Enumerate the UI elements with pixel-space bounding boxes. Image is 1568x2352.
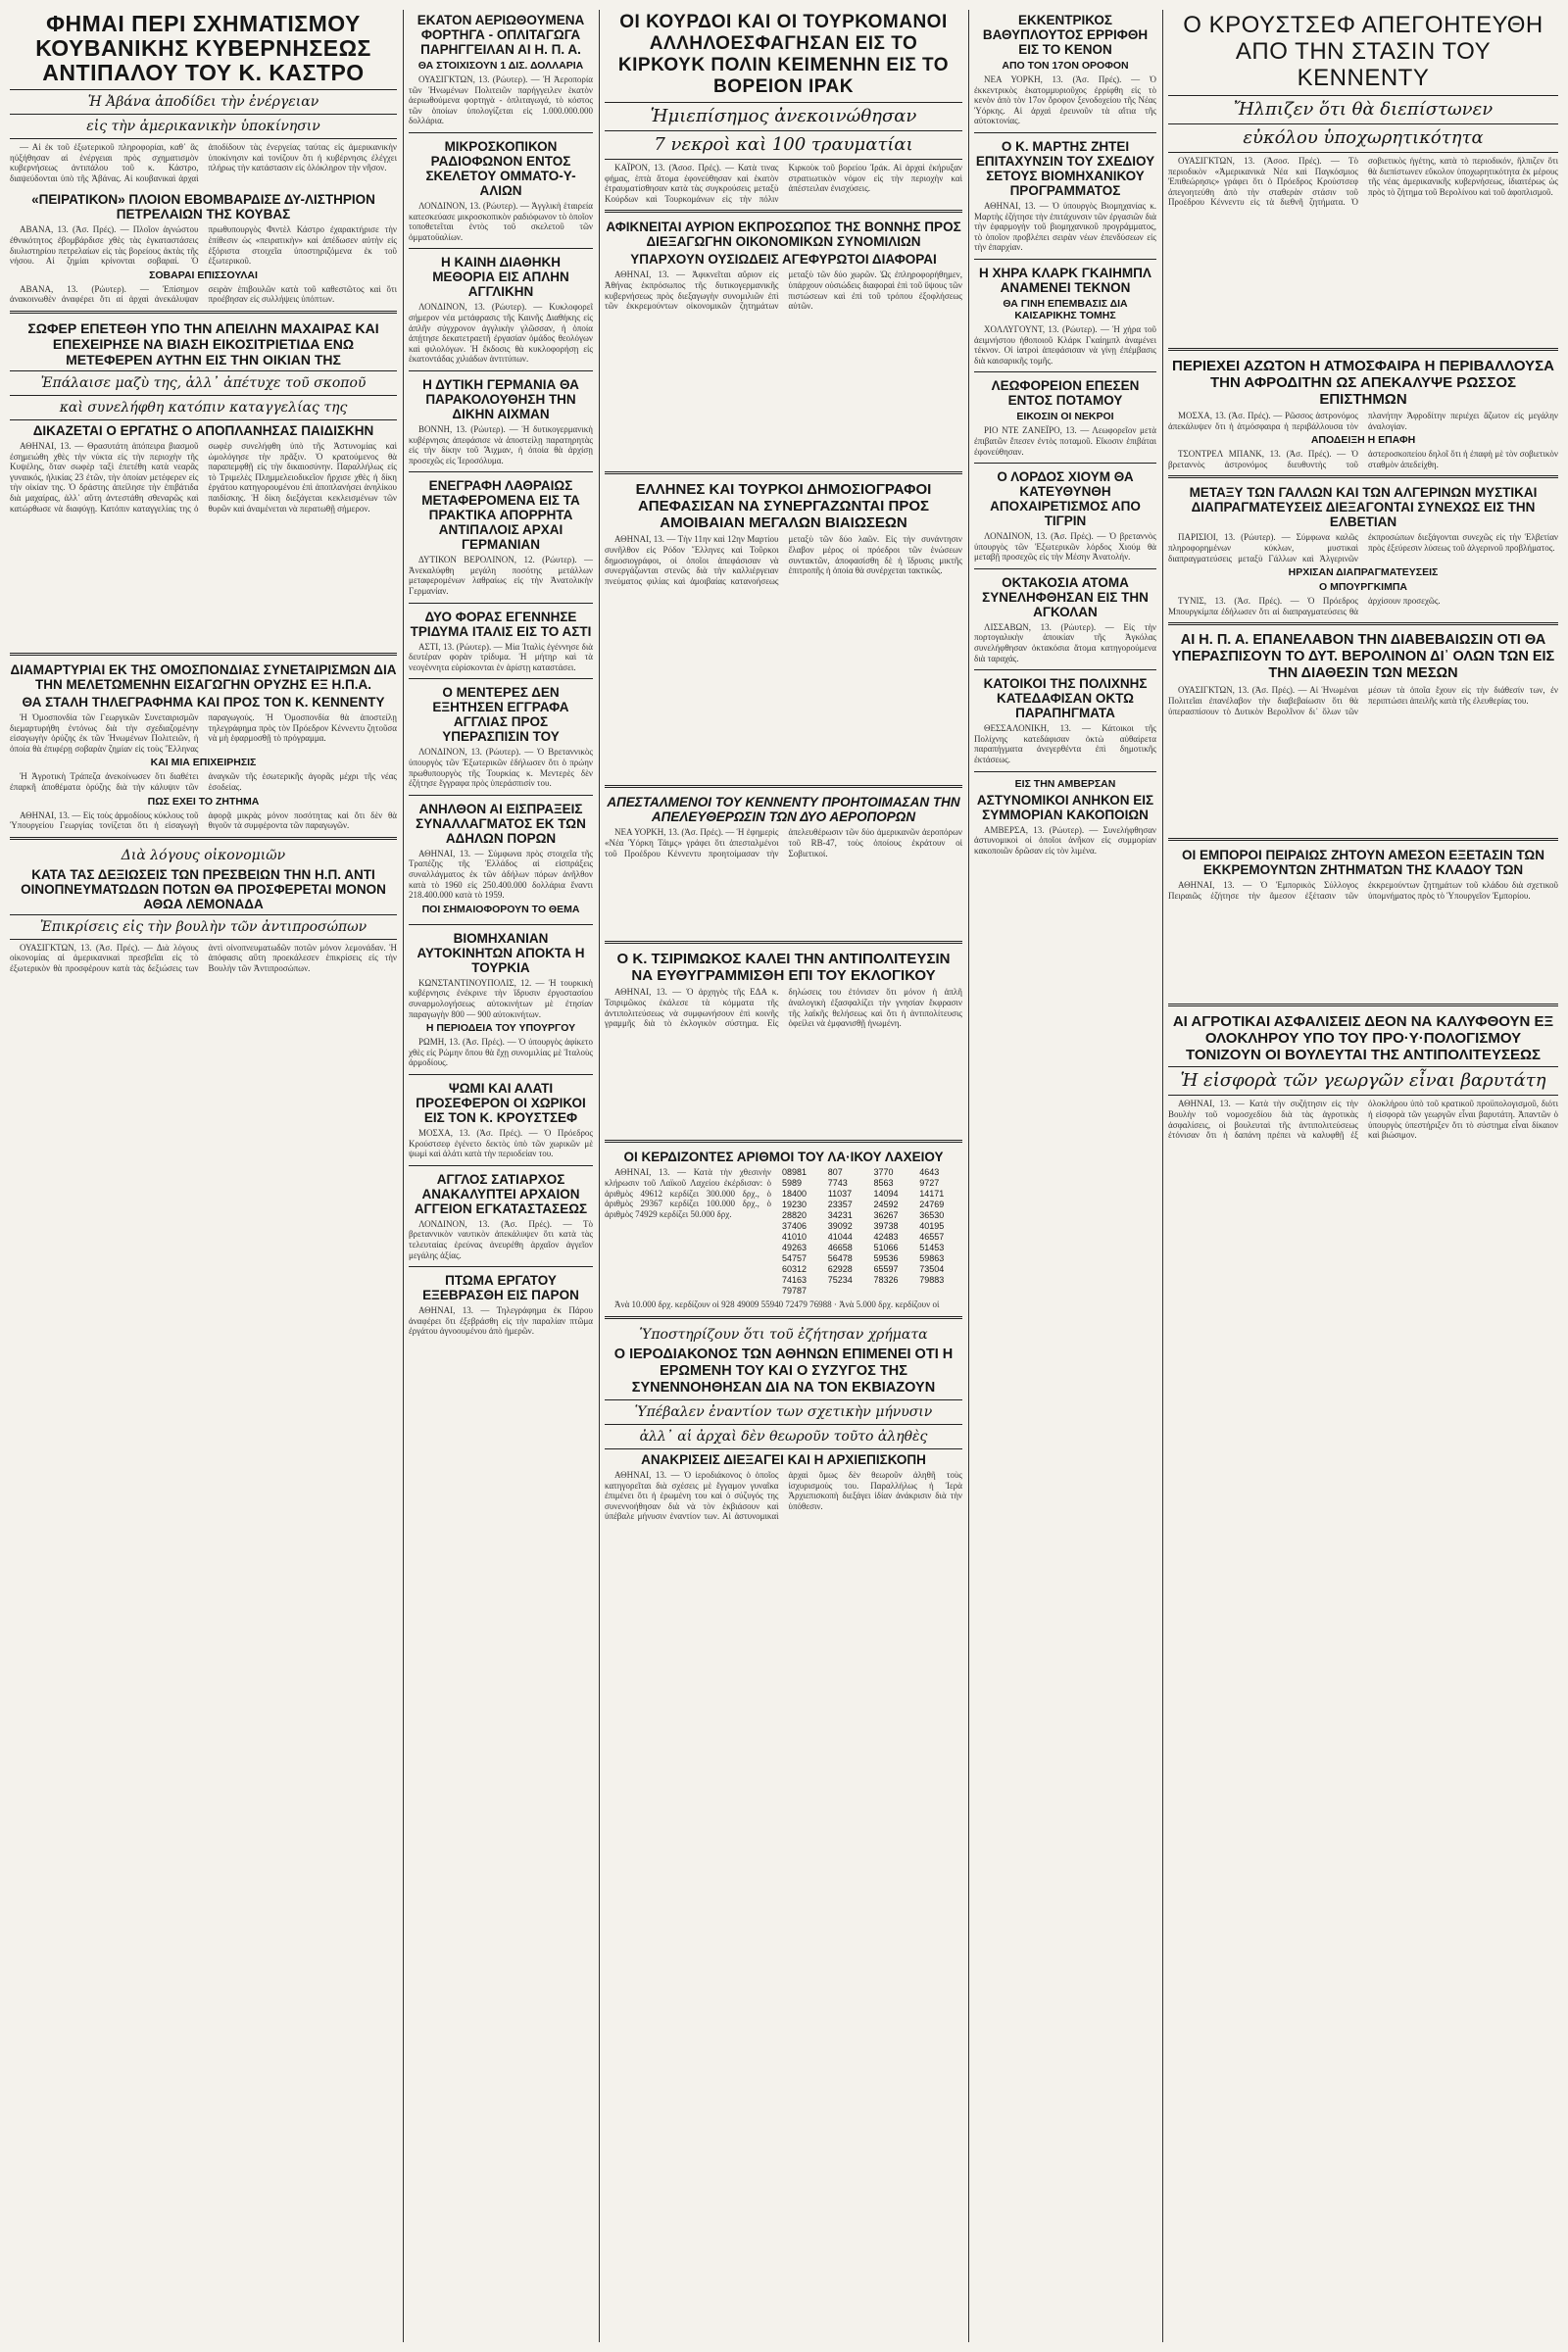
column-divider xyxy=(403,10,404,2342)
article-body: ΑΒΑΝΑ, 13. (Ἀσ. Πρές). — Πλοῖον ἀγνώστου ἐθνικότητος ἐβομβάρδισε χθὲς τὰς ἐγκαταστάσεις διυλιστηρίου πετρελαίων εἰς τὰς βορείους ἀκτὰς τῆς νήσου. Αἱ ζημίαι κρίνονται σοβαραί. Ὁ πρωθυπουργὸς Φιντὲλ Κάστρο ἐχαρακτήρισε τὴν ἐπίθεσιν ὡς «πειρατικὴν» καὶ ἀπέδωσεν αὐτὴν εἰς ἐξόριστα στοιχεῖα ὑποστηριζόμενα ἐκ τοῦ ἐξωτερικοῦ. xyxy=(10,224,397,267)
headline: ΕΝΕΓΡΑΦΗ ΛΑΘΡΑΙΩΣ ΜΕΤΑΦΕΡΟΜΕΝΑ ΕΙΣ ΤΑ ΠΡΑΚΤΙΚΑ ΑΠΟΡΡΗΤΑ ΑΝΤΙΠΑΛΟΙΣ ΑΡΧΑΙ ΓΕΡΜΑΝΙΑΝ xyxy=(421,478,580,553)
lottery-number: 79883 xyxy=(919,1275,945,1286)
headline: «ΠΕΙΡΑΤΙΚΟΝ» ΠΛΟΙΟΝ ΕΒΟΜΒΑΡΔΙΣΕ ΔΥ-ΛΙΣΤΗΡΙΟΝ ΠΕΤΡΕΛΑΙΩΝ ΤΗΣ ΚΟΥΒΑΣ xyxy=(31,192,375,222)
article-kennedy-envoys xyxy=(605,792,962,935)
lottery-number: 46557 xyxy=(919,1232,945,1243)
lottery-number xyxy=(825,1286,871,1297)
section-title: ΠΩΣ ΕΧΕΙ ΤΟ ΖΗΤΗΜΑ xyxy=(147,795,260,808)
headline: ΜΕΤΑΞΥ ΤΩΝ ΓΑΛΛΩΝ ΚΑΙ ΤΩΝ ΑΛΓΕΡΙΝΩΝ ΜΥΣΤΙΚΑΙ ΔΙΑΠΡΑΓΜΑΤΕΥΣΕΙΣ ΔΙΕΞΑΓΟΝΤΑΙ ΣΥΝΕΧΩΣ ΕΙΣ ΤΗΝ ΕΛΒΕΤΙΑΝ xyxy=(1189,485,1538,530)
lottery-number: 24592 xyxy=(873,1200,899,1210)
article-gable-widow xyxy=(974,263,1156,366)
column-divider xyxy=(968,10,969,2342)
article-tsirimokos xyxy=(605,948,962,1134)
article-body: ΤΥΝΙΣ, 13. (Ἀσ. Πρές). — Ὁ Πρόεδρος Μπουργκίμπα ἐδήλωσεν ὅτι αἱ διαπραγματεύσεις θὰ ἀρχίσουν προσεχῶς. xyxy=(1168,596,1441,616)
lottery-number: 36530 xyxy=(919,1210,945,1221)
article-body: ΠΑΡΙΣΙΟΙ, 13. (Ρώυτερ). — Σύμφωνα καλῶς πληροφορημένων κύκλων, μυστικαὶ διαπραγματεύσεις μεταξὺ Γάλλων καὶ Ἀλγερινῶν ἐκπροσώπων διεξάγονται συνεχῶς εἰς τὴν Ἑλβετίαν πρὸς ἐξεύρεσιν λύσεως τοῦ ἀλγερινοῦ προβλήματος. xyxy=(1168,532,1558,564)
headline: ΕΚΚΕΝΤΡΙΚΟΣ ΒΑΘΥΠΛΟΥΤΟΣ ΕΡΡΙΦΘΗ ΕΙΣ ΤΟ ΚΕΝΟΝ xyxy=(982,13,1149,57)
lottery-note: Ἀνὰ 10.000 δρχ. κερδίζουν οἱ 928 49009 55940 72479 76988 · Ἀνὰ 5.000 δρχ. κερδίζουν οἱ xyxy=(614,1299,940,1310)
subheadline: εὐκόλου ὑποχωρητικότητα xyxy=(1243,127,1484,148)
lottery-number: 8563 xyxy=(873,1178,894,1189)
article-piraeus-merchants xyxy=(1168,845,1558,998)
article-antwerp xyxy=(974,775,1156,857)
lottery-number: 59536 xyxy=(873,1253,899,1264)
subheadline: Ἐπάλαισε μαζὺ της, ἀλλ᾽ ἀπέτυχε τοῦ σκοποῦ xyxy=(40,374,367,391)
lottery-row xyxy=(779,1232,962,1243)
article-body: ΑΘΗΝΑΙ, 13. — Τὴν 11ην καὶ 12ην Μαρτίου συνῆλθον εἰς Ρόδον Ἕλληνες καὶ Τοῦρκοι δημοσιογράφοι, οἱ ὁποῖοι ἀπεφάσισαν νὰ συνεργάζωνται στενῶς διὰ τὴν καλλιέργειαν πνεύματος φιλίας καὶ ἀμοιβαίας κατανοήσεως μεταξὺ τῶν δύο λαῶν. Εἰς τὴν συνάντησιν ἔλαβον μέρος οἱ πρόεδροι τῶν ἑνώσεων συντακτῶν, ἀποφασίσθη δὲ ἡ ἵδρυσις μικτῆς ἐπιτροπῆς ἡ ὁποία θὰ συνέρχεται τακτικῶς. xyxy=(605,534,962,586)
article-bread-salt xyxy=(409,1078,593,1159)
section-title: ΑΠΟΔΕΙΞΗ Η ΕΠΑΦΗ xyxy=(1310,434,1416,447)
article-body: ΑΘΗΝΑΙ, 13. — Θρασυτάτη ἀπόπειρα βιασμοῦ ἐσημειώθη χθὲς τὴν νύκτα εἰς τὴν περιοχὴν τῆς Κυψέλης, ὅταν σωφὲρ ταξὶ ἐπετέθη κατὰ νεαρᾶς γυναικός, ἡλικίας 23 ἐτῶν, τὴν ὁποίαν μετέφερεν εἰς τὴν οἰκίαν της. Ὁ δράστης ἀπείλησε τὴν ἐπιβάτιδα διὰ μαχαίρας, ἀλλ᾽ αὕτη ἀντεστάθη σθεναρῶς καὶ κατώρθωσε νὰ διαφύγῃ. Κατόπιν καταγγελίας της ὁ σωφὲρ συνελήφθη ὑπὸ τῆς Ἀστυνομίας καὶ ὡμολόγησε τὴν πρᾶξιν. Ὁ κρατούμενος θὰ παραπεμφθῇ εἰς τὴν δικαιοσύνην. Παραλλήλως εἰς τὸ Τριμελὲς Πλημμελειοδικεῖον ἤρχισε χθὲς ἡ δίκη ἐργάτου κατηγορουμένου ἐπὶ ἀποπλανήσει ἀνηλίκου παιδίσκης. Ἡ δίκη διεξάγεται κεκλεισμένων τῶν θυρῶν καὶ ἀναμένεται νὰ περατωθῇ σήμερον. xyxy=(10,440,397,514)
lottery-number: 40195 xyxy=(919,1221,945,1232)
column-6 xyxy=(1168,10,1558,2342)
headline: Ο Κ. ΤΣΙΡΙΜΩΚΟΣ ΚΑΛΕΙ ΤΗΝ ΑΝΤΙΠΟΛΙΤΕΥΣΙΝ ΝΑ ΕΥΘΥΓΡΑΜΜΙΣΘΗ ΕΠΙ ΤΟΥ ΕΚΛΟΓΙΚΟΥ xyxy=(616,951,951,985)
article-body: ΑΘΗΝΑΙ, 13. — Εἰς τοὺς ἁρμοδίους κύκλους τοῦ Ὑπουργείου Γεωργίας τονίζεται ὅτι ἡ εἰσαγωγὴ ἀφορᾷ μικρὰς μόνον ποσότητας καὶ ὅτι δὲν θὰ θιγοῦν τὰ συμφέροντα τῶν παραγωγῶν. xyxy=(10,809,397,831)
article-body: ΑΘΗΝΑΙ, 13. — Ὁ ἀρχηγὸς τῆς ΕΔΑ κ. Τσιριμῶκος ἐκάλεσε τὰ κόμματα τῆς ἀντιπολιτεύσεως νὰ συμφωνήσουν ἐπὶ κοινῆς γραμμῆς διὰ τὸ ἐκλογικὸν σύστημα. Εἰς δηλώσεις του ἐτόνισεν ὅτι μόνον ἡ ἁπλῆ ἀναλογικὴ ἐξασφαλίζει τὴν γνησίαν ἔκφρασιν τῆς λαϊκῆς θελήσεως καὶ ὅτι ἡ ἀντιπολίτευσις ὀφείλει νὰ ἐμφανισθῇ ἡνωμένη. xyxy=(605,987,962,1029)
lottery-number: 14094 xyxy=(873,1189,899,1200)
lottery-number: 14171 xyxy=(919,1189,945,1200)
subheadline: ΕΙΚΟΣΙΝ ΟΙ ΝΕΚΡΟΙ xyxy=(1016,411,1114,423)
article-body: ΑΘΗΝΑΙ, 13. — Ὁ ὑπουργὸς Βιομηχανίας κ. Μαρτὴς ἐζήτησε τὴν ἐπιτάχυνσιν τῶν ἐργασιῶν διὰ τὴν ἐφαρμογὴν τοῦ βιομηχανικοῦ προγράμματος, τὸ ὁποῖον προβλέπει σειρὰν νέων ἐπενδύσεων εἰς τὴν ἐπαρχίαν. xyxy=(974,200,1156,253)
subheadline: ἀλλ᾽ αἱ ἀρχαὶ δὲν θεωροῦν τοῦτο ἀληθὲς xyxy=(639,1428,928,1445)
lottery-row xyxy=(779,1275,962,1286)
article-body: ΑΘΗΝΑΙ, 13. — Κατὰ τὴν χθεσινὴν κλήρωσιν τοῦ Λαϊκοῦ Λαχείου ἐκέρδισαν: ὁ ἀριθμὸς 49612 κερδίζει 300.000 δρχ., ὁ ἀριθμὸς 29367 κερδίζει 100.000 δρχ., ὁ ἀριθμὸς 74929 κερδίζει 50.000 δρχ. xyxy=(605,1167,771,1219)
lottery-row xyxy=(779,1286,962,1297)
article-worker-body xyxy=(409,1270,593,1337)
article-venus xyxy=(1168,355,1558,469)
article-body: ΡΙΟ ΝΤΕ ΖΑΝΕΪΡΟ, 13. — Λεωφορεῖον μετὰ ἐπιβατῶν ἔπεσεν ἐντὸς ποταμοῦ. Εἴκοσιν ἐπιβάται ἐφονεύθησαν. xyxy=(974,425,1156,457)
lottery-number: 3770 xyxy=(873,1167,894,1178)
headline: ΕΛΛΗΝΕΣ ΚΑΙ ΤΟΥΡΚΟΙ ΔΗΜΟΣΙΟΓΡΑΦΟΙ ΑΠΕΦΑΣΙΣΑΝ ΝΑ ΣΥΝΕΡΓΑΖΩΝΤΑΙ ΠΡΟΣ ΑΜΟΙΒΑΙΑΝ ΜΕΓΑΛΩΝ ΒΙΑΙΩΣΕΩΝ xyxy=(635,481,932,532)
headline: ΔΙΚΑΖΕΤΑΙ Ο ΕΡΓΑΤΗΣ Ο ΑΠΟΠΛΑΝΗΣΑΣ ΠΑΙΔΙΣΚΗΝ xyxy=(32,422,374,438)
section-title: ΠΟΙ ΣΗΜΑΙΟΦΟΡΟΥΝ ΤΟ ΘΕΜΑ xyxy=(421,903,580,915)
lottery-row xyxy=(779,1167,962,1178)
lottery-number: 24769 xyxy=(919,1200,945,1210)
subheadline: καὶ συνελήφθη κατόπιν καταγγελίας της xyxy=(59,399,348,416)
lottery-number: 5989 xyxy=(782,1178,803,1189)
headline: ΕΚΑΤΟΝ ΑΕΡΙΩΘΟΥΜΕΝΑ ΦΟΡΤΗΓΑ - ΟΠΛΙΤΑΓΩΓΑ ΠΑΡΗΓΓΕΙΛΑΝ ΑΙ Η. Π. Α. xyxy=(416,13,585,57)
kicker: ΕΙΣ ΤΗΝ ΑΜΒΕΡΣΑΝ xyxy=(1014,777,1116,790)
lottery-number: 37406 xyxy=(782,1221,808,1232)
article-body: ΝΕΑ ΥΟΡΚΗ, 13. (Ἀσ. Πρές). — Ἡ ἐφημερὶς «Νέα Ὑόρκη Τάιμς» γράφει ὅτι ἀπεσταλμένοι τοῦ Προέδρου Κέννεντυ προητοίμασαν τὴν ἀπελευθέρωσιν τῶν δύο ἀμερικανῶν ἀεροπόρων τοῦ RB-47, τοὺς ὁποίους ἐκράτουν οἱ Σοβιετικοί. xyxy=(605,827,962,858)
section-title: Η ΠΕΡΙΟΔΕΙΑ ΤΟΥ ΥΠΟΥΡΓΟΥ xyxy=(425,1022,576,1035)
lottery-row xyxy=(779,1221,962,1232)
lottery-number: 65597 xyxy=(873,1264,899,1275)
lottery-number: 59863 xyxy=(919,1253,945,1264)
column-divider xyxy=(599,10,600,2342)
headline: ΚΑΤΑ ΤΑΣ ΔΕΞΙΩΣΕΙΣ ΤΩΝ ΠΡΕΣΒΕΙΩΝ ΤΗΝ Η.Π. ΑΝΤΙ ΟΙΝΟΠΝΕΥΜΑΤΩΔΩΝ ΠΟΤΩΝ ΘΑ ΠΡΟΣΦΕΡΕΤΑΙ ΜΟΝΟΝ ΑΘΩΑ ΛΕΜΟΝΑΔΑ xyxy=(21,866,386,911)
article-body: ΛΟΝΔΙΝΟΝ, 13. (Ρώυτερ). — Ὁ Βρεταννικὸς ὑπουργὸς τῶν Ἐξωτερικῶν ἐδήλωσεν ὅτι ὁ πρώην πρωθυπουργὸς τῆς Τουρκίας κ. Μεντερὲς δὲν ἐζήτησε ἔγγραφα πρὸς ὑπεράσπισίν του. xyxy=(409,747,593,789)
headline: ΟΙ ΚΕΡΔΙΖΟΝΤΕΣ ΑΡΙΘΜΟΙ ΤΟΥ ΛΑ·ΙΚΟΥ ΛΑΧΕΙΟΥ xyxy=(623,1150,944,1165)
headline: Ο ΛΟΡΔΟΣ ΧΙΟΥΜ ΘΑ ΚΑΤΕΥΘΥΝΘΗ ΑΠΟΧΑΙΡΕΤΙΣΜΟΣ ΑΠΟ ΤΙΓΡΙΝ xyxy=(990,469,1141,529)
article-berlin xyxy=(1168,629,1558,832)
article-bonn-envoy xyxy=(605,217,962,466)
lottery-number: 49263 xyxy=(782,1243,808,1253)
article-body: ΑΘΗΝΑΙ, 13. — Κατὰ τὴν συζήτησιν εἰς τὴν Βουλὴν τοῦ νομοσχεδίου διὰ τὰς ἀγροτικὰς ἀσφαλίσεις, οἱ βουλευταὶ τῆς ἀντιπολιτεύσεως ἐτόνισαν ὅτι ἡ δαπάνη πρέπει νὰ καλυφθῇ ἐξ ὁλοκλήρου ὑπὸ τοῦ κρατικοῦ προϋπολογισμοῦ, διότι ἡ εἰσφορὰ τῶν γεωργῶν εἶναι βαρυτάτη. Ἀπαντῶν ὁ ὑπουργὸς ὑπεστήριξεν ὅτι τὸ σύστημα εἶναι δίκαιον καὶ βιώσιμον. xyxy=(1168,1099,1558,1141)
article-body: ΛΟΝΔΙΝΟΝ, 13. (Ἀσ. Πρές). — Ὁ βρεταννὸς ὑπουργὸς τῶν Ἐξωτερικῶν λόρδος Χιούμ θὰ μεταβῇ προσεχῶς εἰς τὴν Μέσην Ἀνατολήν. xyxy=(974,531,1156,563)
article-body: ΔΥΤΙΚΟΝ ΒΕΡΟΛΙΝΟΝ, 12. (Ρώυτερ). — Ἀνεκαλύφθη μεγάλη ποσότης μετάλλων μεταφερομένων λαθραίως εἰς τὴν Ἀνατολικὴν Γερμανίαν. xyxy=(409,555,593,597)
article-agricultural-insurance xyxy=(1168,1010,1558,1140)
subheadline: Ἡ Ἀβάνα ἀποδίδει τὴν ἐνέργειαν xyxy=(87,94,319,110)
subheadline: ΘΑ ΣΤΟΙΧΙΣΟΥΝ 1 ΔΙΣ. ΔΟΛΛΑΡΙΑ xyxy=(417,60,584,72)
lottery-number: 75234 xyxy=(827,1275,853,1286)
article-foreign-exchange xyxy=(409,799,593,918)
lottery-number: 60312 xyxy=(782,1264,808,1275)
article-body: ΑΘΗΝΑΙ, 13. — Ὁ Ἐμπορικὸς Σύλλογος Πειραιῶς ἐζήτησε τὴν ἄμεσον ἐξέτασιν τῶν ἐκκρεμούντων ζητημάτων τοῦ κλάδου διὰ σχετικοῦ ὑπομνήματος πρὸς τὸ Ὑπουργεῖον Ἐμπορίου. xyxy=(1168,880,1558,901)
article-angola xyxy=(974,572,1156,663)
kicker: Διὰ λόγους οἰκονομιῶν xyxy=(121,847,286,863)
article-rice-protest xyxy=(10,660,397,831)
article-millionaire-fall xyxy=(974,10,1156,126)
article-body: ΑΘΗΝΑΙ, 13. — Τηλεγράφημα ἐκ Πάρου ἀναφέρει ὅτι ἐξεβράσθη εἰς τὴν παραλίαν πτῶμα ἐργάτου ἀγνοουμένου ἀπὸ ἡμερῶν. xyxy=(409,1305,593,1337)
headline: ΑΓΓΛΟΣ ΣΑΤΙΑΡΧΟΣ ΑΝΑΚΑΛΥΠΤΕΙ ΑΡΧΑΙΟΝ ΑΓΓΕΙΟΝ ΕΓΚΑΤΑΣΤΑΣΕΩΣ xyxy=(414,1171,588,1216)
article-body: ΒΟΝΝΗ, 13. (Ρώυτερ). — Ἡ δυτικογερμανικὴ κυβέρνησις ἀπεφάσισε νὰ ἀποστείλῃ παρατηρητὰς εἰς τὴν δίκην τοῦ Ἄιχμαν, ἡ ὁποία θὰ ἀρχίσῃ προσεχῶς εἰς Ἱεροσόλυμα. xyxy=(409,423,593,466)
subheadline: ΑΠΟ ΤΟΝ 17ΟΝ ΟΡΟΦΟΝ xyxy=(1002,60,1129,72)
lottery-number: 51453 xyxy=(919,1243,945,1253)
article-body: ΑΘΗΝΑΙ, 13. — Σύμφωνα πρὸς στοιχεῖα τῆς Τραπέζης τῆς Ἑλλάδος αἱ εἰσπράξεις συναλλάγματος ἐκ τῶν ἀδήλων πόρων ἀνῆλθον κατὰ τὸ 1960 εἰς 250.400.000 δολλάρια ἔναντι 218.400.000 κατὰ τὸ 1959. xyxy=(409,848,593,901)
lottery-number: 18400 xyxy=(782,1189,808,1200)
article-micro-radio xyxy=(409,136,593,242)
article-deacon xyxy=(605,1323,962,1522)
article-body: ΜΟΣΧΑ, 13. (Ἀσ. Πρές). — Ὁ Πρόεδρος Κρούστσεφ ἐγένετο δεκτὸς ὑπὸ τῶν χωρικῶν μὲ ψωμὶ καὶ ἁλάτι κατὰ τὴν περιοδείαν του. xyxy=(409,1127,593,1159)
lottery-row xyxy=(779,1210,962,1221)
headline: ΔΥΟ ΦΟΡΑΣ ΕΓΕΝΝΗΣΕ ΤΡΙΔΥΜΑ ΙΤΑΛΙΣ ΕΙΣ ΤΟ ΑΣΤΙ xyxy=(410,609,592,639)
lottery-number: 79787 xyxy=(782,1286,808,1297)
headline: ΔΙΑΜΑΡΤΥΡΙΑΙ ΕΚ ΤΗΣ ΟΜΟΣΠΟΝΔΙΑΣ ΣΥΝΕΤΑΙΡΙΣΜΩΝ ΔΙΑ ΤΗΝ ΜΕΛΕΤΩΜΕΝΗΝ ΕΙΣΑΓΩΓΗΝ ΟΡΥΖΗΣ ΕΞ Η.Π.Α. xyxy=(10,662,397,692)
lottery-numbers-table xyxy=(779,1167,962,1297)
lottery-number: 11037 xyxy=(827,1189,853,1200)
lottery-number: 7743 xyxy=(827,1178,848,1189)
lottery-number: 73504 xyxy=(919,1264,945,1275)
lottery-number: 08981 xyxy=(782,1167,808,1178)
article-body: ΑΣΤΙ, 13. (Ρώυτερ). — Μία Ἰταλὶς ἐγέννησε διὰ δευτέραν φορὰν τρίδυμα. Ἡ μήτηρ καὶ τὰ νεογέννητα εὑρίσκονται ἐν ἀρίστῃ καταστάσει. xyxy=(409,641,593,672)
article-triplets xyxy=(409,607,593,673)
lottery-number: 36267 xyxy=(873,1210,899,1221)
headline: ΨΩΜΙ ΚΑΙ ΑΛΑΤΙ ΠΡΟΣΕΦΕΡΟΝ ΟΙ ΧΩΡΙΚΟΙ ΕΙΣ ΤΟΝ Κ. ΚΡΟΥΣΤΣΕΦ xyxy=(416,1080,586,1125)
lottery-number: 51066 xyxy=(873,1243,899,1253)
article-journalists xyxy=(605,478,962,779)
article-lottery xyxy=(605,1147,962,1310)
subheadline: Ἡμιεπίσημος ἀνεκοινώθησαν xyxy=(650,106,917,126)
column-divider xyxy=(1162,10,1163,2342)
article-eichmann xyxy=(409,374,593,466)
article-body: ΛΙΣΣΑΒΩΝ, 13. (Ρώυτερ). — Εἰς τὴν πορτογαλικὴν ἀποικίαν τῆς Ἀγκόλας συνελήφθησαν ὀκτακόσια ἄτομα κατηγορούμενα διὰ ταραχάς. xyxy=(974,621,1156,663)
lottery-row xyxy=(779,1264,962,1275)
subheadline: Ἡ εἰσφορὰ τῶν γεωργῶν εἶναι βαρυτάτη xyxy=(1180,1070,1546,1092)
article-body: ΜΟΣΧΑ, 13. (Ἀσ. Πρές). — Ρῶσσος ἀστρονόμος ἀπεκάλυψεν ὅτι ἡ ἀτμόσφαιρα ἡ περιβάλλουσα τὸν πλανήτην Ἀφροδίτην περιέχει ἄζωτον εἰς μεγάλην ἀναλογίαν. xyxy=(1168,411,1558,431)
headline: Ο Κ. ΜΑΡΤΗΣ ΖΗΤΕΙ ΕΠΙΤΑΧΥΝΣΙΝ ΤΟΥ ΣΧΕΔΙΟΥ ΣΕΤΟΥΣ ΒΙΟΜΗΧΑΝΙΚΟΥ ΠΡΟΓΡΑΜΜΑΤΟΣ xyxy=(975,138,1155,198)
article-pirate-ship xyxy=(10,189,397,305)
headline: Ο ΚΡΟΥΣΤΣΕΦ ΑΠΕΓΟΗΤΕΥΘΗ ΑΠΟ ΤΗΝ ΣΤΑΣΙΝ ΤΟΥ ΚΕΝΝΕΝΤΥ xyxy=(1183,12,1544,91)
article-body: — Αἱ ἐκ τοῦ ἐξωτερικοῦ πληροφορίαι, καθ᾽ ἃς ηὐξήθησαν αἱ ἐνέργειαι πρὸς σχηματισμὸν κυβερνήσεως ἀντιπάλου τοῦ κ. Κάστρο, διαψεύδονται ὑπὸ τῆς Ἀβάνας. Αἱ κουβανικαὶ ἀρχαὶ ἀποδίδουν τὰς ἐνεργείας ταύτας εἰς ἀμερικανικὴν ὑποκίνησιν καὶ τονίζουν ὅτι ἡ κυβέρνησις ἐλέγχει πλήρως τὴν κατάστασιν εἰς ὁλόκληρον τὴν νῆσον. xyxy=(10,142,397,183)
headline: Η ΧΗΡΑ ΚΛΑΡΚ ΓΚΑΙΗΜΠΛ ΑΝΑΜΕΝΕΙ ΤΕΚΝΟΝ xyxy=(979,265,1152,295)
article-lemonade xyxy=(10,844,397,974)
column-3-4 xyxy=(605,10,962,2342)
headline: ΟΚΤΑΚΟΣΙΑ ΑΤΟΜΑ ΣΥΝΕΛΗΦΘΗΣΑΝ ΕΙΣ ΤΗΝ ΑΓΚΟΛΑΝ xyxy=(982,574,1149,619)
headline: ΟΙ ΚΟΥΡΔΟΙ ΚΑΙ ΟΙ ΤΟΥΡΚΟΜΑΝΟΙ ΑΛΛΗΛΟΕΣΦΑΓΗΣΑΝ ΕΙΣ ΤΟ ΚΙΡΚΟΥΚ ΠΟΛΙΝ ΚΕΙΜΕΝΗΝ ΕΙΣ ΤΟ ΒΟΡΕΙΟΝ ΙΡΑΚ xyxy=(617,12,950,97)
lottery-number: 46658 xyxy=(827,1243,853,1253)
headline: ΚΑΤΟΙΚΟΙ ΤΗΣ ΠΟΛΙΧΝΗΣ ΚΑΤΕΔΑΦΙΣΑΝ ΟΚΤΩ ΠΑΡΑΠΗΓΜΑΤΑ xyxy=(983,676,1148,721)
article-bus-river xyxy=(974,375,1156,457)
subheadline: εἰς τὴν ἀμερικανικὴν ὑποκίνησιν xyxy=(86,119,320,134)
lottery-number: 34231 xyxy=(827,1210,853,1221)
section-title: ΣΟΒΑΡΑΙ ΕΠΙΣΣΟΥΛΑΙ xyxy=(149,269,258,281)
article-castro-rumors xyxy=(10,10,397,183)
article-body: ΚΩΝΣΤΑΝΤΙΝΟΥΠΟΛΙΣ, 12. — Ἡ τουρκικὴ κυβέρνησις ἐνέκρινε τὴν ἵδρυσιν ἐργοστασίου συναρμολογήσεως αὐτοκινήτων μὲ ἐτησίαν παραγωγὴν 800 — 900 αὐτοκινήτων. xyxy=(409,977,593,1019)
lottery-row xyxy=(779,1253,962,1264)
article-turkey-cars xyxy=(409,928,593,1068)
lottery-number xyxy=(916,1286,962,1297)
article-smuggled-metals xyxy=(409,475,593,596)
lottery-number: 39738 xyxy=(873,1221,899,1232)
headline: ΘΑ ΣΤΑΛΗ ΤΗΛΕΓΡΑΦΗΜΑ ΚΑΙ ΠΡΟΣ ΤΟΝ Κ. ΚΕΝΝΕΝΤΥ xyxy=(22,694,385,710)
article-ancient-vessel xyxy=(409,1169,593,1260)
subheadline: Ἐπικρίσεις εἰς τὴν βουλὴν τῶν ἀντιπροσώπων xyxy=(39,918,368,935)
article-body: ΝΕΑ ΥΟΡΚΗ, 13. (Ἀσ. Πρές). — Ὁ ἐκκεντρικὸς ἑκατομμυριοῦχος ἐρρίφθη εἰς τὸ κενὸν ἀπὸ τὸν 17ον ὄροφον ξενοδοχείου τῆς Νέας Ὑόρκης. Αἱ ἀρχαὶ ἐρευνοῦν τὰ αἴτια τῆς αὐτοκτονίας. xyxy=(974,74,1156,126)
article-body: ΚΑΪΡΟΝ, 13. (Ἀσοσ. Πρές). — Κατὰ τινας φήμας, ἑπτὰ ἄτομα ἐφονεύθησαν καὶ ἑκατὸν ἐτραυματίσθησαν κατὰ τὰς συγκρούσεις μεταξὺ Κούρδων καὶ Τουρκομάνων εἰς τὴν πόλιν Κιρκοὺκ τοῦ βορείου Ἰράκ. Αἱ ἀρχαὶ ἐκήρυξαν στρατιωτικὸν νόμον εἰς τὴν περιοχὴν καὶ ἀπέστειλαν ἐνισχύσεις. xyxy=(605,163,962,204)
subheadline: Ὑπέβαλεν ἐναντίον των σχετικὴν μήνυσιν xyxy=(634,1403,933,1420)
headline: Ο ΙΕΡΟΔΙΑΚΟΝΟΣ ΤΩΝ ΑΘΗΝΩΝ ΕΠΙΜΕΝΕΙ ΟΤΙ Η ΕΡΩΜΕΝΗ ΤΟΥ ΚΑΙ Ο ΣΥΖΥΓΟΣ ΤΗΣ ΣΥΝΕΝΝΟΗΘΗΣΑΝ ΔΙΑ ΝΑ ΤΟΝ ΕΚΒΙΑΖΟΥΝ xyxy=(613,1346,954,1396)
article-new-testament xyxy=(409,252,593,365)
section-title: Ο ΜΠΟΥΡΓΚΙΜΠΑ xyxy=(1318,581,1408,594)
newspaper-page xyxy=(10,10,1558,2342)
headline: Η ΚΑΙΝΗ ΔΙΑΘΗΚΗ ΜΕΘΟΡΙΑ ΕΙΣ ΑΠΛΗΝ ΑΓΓΛΙΚΗΝ xyxy=(432,255,569,300)
headline: ΠΤΩΜΑ ΕΡΓΑΤΟΥ ΕΞΕΒΡΑΣΘΗ ΕΙΣ ΠΑΡΟΝ xyxy=(422,1273,579,1303)
lottery-number: 62928 xyxy=(827,1264,853,1275)
headline: ΛΕΩΦΟΡΕΙΟΝ ΕΠΕΣΕΝ ΕΝΤΟΣ ΠΟΤΑΜΟΥ xyxy=(991,378,1140,409)
lottery-row xyxy=(779,1200,962,1210)
section-title: ΗΡΧΙΣΑΝ ΔΙΑΠΡΑΓΜΑΤΕΥΣΕΙΣ xyxy=(1288,566,1439,579)
column-1 xyxy=(10,10,397,2342)
kicker: Ὑποστηρίζουν ὅτι τοῦ ἐζήτησαν χρήματα xyxy=(639,1326,928,1343)
lottery-number: 41010 xyxy=(782,1232,808,1243)
article-body: ΛΟΝΔΙΝΟΝ, 13. (Ἀσ. Πρές). — Τὸ βρεταννικὸν ναυτικὸν ἀπεκάλυψεν ὅτι κατὰ τὰς τελευταίας ἐρεύνας ἀνευρέθη ἀρχαῖον ἀγγεῖον μεγάλης ἀξίας. xyxy=(409,1218,593,1260)
lottery-number: 4643 xyxy=(919,1167,940,1178)
headline: ΑΠΕΣΤΑΛΜΕΝΟΙ ΤΟΥ ΚΕΝΝΕΝΤΥ ΠΡΟΗΤΟΙΜΑΣΑΝ ΤΗΝ ΑΠΕΛΕΥΘΕΡΩΣΙΝ ΤΩΝ ΔΥΟ ΑΕΡΟΠΟΡΩΝ xyxy=(607,795,960,825)
article-body: ΘΕΣΣΑΛΟΝΙΚΗ, 13. — Κάτοικοι τῆς Πολίχνης κατεδάφισαν ὀκτὼ αὐθαίρετα παραπήγματα ἀνεγερθέντα ἐπὶ δημοτικῆς ἐκτάσεως. xyxy=(974,723,1156,765)
column-2 xyxy=(409,10,593,2342)
article-body: ΑΘΗΝΑΙ, 13. — Ὁ ἱεροδιάκονος ὁ ὁποῖος κατηγορεῖται διὰ σχέσεις μὲ ἔγγαμον γυναῖκα ἐπιμένει ὅτι ἡ ἐρωμένη του καὶ ὁ σύζυγός της συνεννοήθησαν διὰ νὰ τὸν ἐκβιάσουν καὶ ὑπέβαλε μήνυσιν ἐναντίον των. Αἱ ἀστυνομικαὶ ἀρχαὶ ὅμως δὲν θεωροῦν ἀληθῆ τοὺς ἰσχυρισμοὺς του. Παραλλήλως ἡ Ἱερὰ Ἀρχιεπισκοπὴ διεξάγει ἰδίαν ἀνάκρισιν διὰ τὴν ὑπόθεσιν. xyxy=(605,1469,962,1522)
headline: ΑΙ Η. Π. Α. ΕΠΑΝΕΛΑΒΟΝ ΤΗΝ ΔΙΑΒΕΒΑΙΩΣΙΝ ΟΤΙ ΘΑ ΥΠΕΡΑΣΠΙΣΟΥΝ ΤΟ ΔΥΤ. ΒΕΡΟΛΙΝΟΝ ΔΙ᾽ ΟΛΩΝ ΤΩΝ ΕΙΣ ΤΗΝ ΔΙΑΘΕΣΙΝ ΤΩΝ ΜΕΣΩΝ xyxy=(1171,632,1555,682)
lottery-number: 78326 xyxy=(873,1275,899,1286)
lottery-row xyxy=(779,1178,962,1189)
article-body: ΑΒΑΝΑ, 13. (Ρώυτερ). — Ἐπίσημον ἀνακοινωθὲν ἀναφέρει ὅτι αἱ ἀρχαὶ ἀνεκάλυψαν σειρὰν ἐπιβουλῶν κατὰ τοῦ καθεστῶτος καὶ ὅτι προέβησαν εἰς συλλήψεις ὑπόπτων. xyxy=(10,283,397,305)
article-body: ΛΟΝΔΙΝΟΝ, 13. (Ρώυτερ). — Ἀγγλικὴ ἑταιρεία κατεσκεύασε μικροσκοπικὸν ραδιόφωνον τὸ ὁποῖον τοποθετεῖται ἐντὸς τοῦ σκελετοῦ τῶν ὀμματοϋαλίων. xyxy=(409,200,593,242)
headline: ΑΝΑΚΡΙΣΕΙΣ ΔΙΕΞΑΓΕΙ ΚΑΙ Η ΑΡΧΙΕΠΙΣΚΟΠΗ xyxy=(641,1451,926,1467)
article-cargo-planes xyxy=(409,10,593,126)
article-body: ΡΩΜΗ, 13. (Ἀσ. Πρές). — Ὁ ὑπουργὸς ἀφίκετο χθὲς εἰς Ρώμην ὅπου θὰ ἔχῃ συνομιλίας μὲ Ἰταλοὺς ἀρμοδίους. xyxy=(409,1037,593,1068)
lottery-number: 41044 xyxy=(827,1232,853,1243)
article-kirkuk xyxy=(605,10,962,204)
headline: ΒΙΟΜΗΧΑΝΙΑΝ ΑΥΤΟΚΙΝΗΤΩΝ ΑΠΟΚΤΑ Η ΤΟΥΡΚΙΑ xyxy=(416,930,585,975)
lottery-number: 74163 xyxy=(782,1275,808,1286)
headline: ΦΗΜΑΙ ΠΕΡΙ ΣΧΗΜΑΤΙΣΜΟΥ ΚΟΥΒΑΝΙΚΗΣ ΚΥΒΕΡΝΗΣΕΩΣ ΑΝΤΙΠΑΛΟΥ ΤΟΥ Κ. ΚΑΣΤΡΟ xyxy=(35,11,371,85)
lottery-number xyxy=(871,1286,917,1297)
headline: ΑΣΤΥΝΟΜΙΚΟΙ ΑΝΗΚΟΝ ΕΙΣ ΣΥΜΜΟΡΙΑΝ ΚΑΚΟΠΟΙΩΝ xyxy=(976,792,1154,822)
headline: ΑΦΙΚΝΕΙΤΑΙ ΑΥΡΙΟΝ ΕΚΠΡΟΣΩΠΟΣ ΤΗΣ ΒΟΝΝΗΣ ΠΡΟΣ ΔΙΕΞΑΓΩΓΗΝ ΟΙΚΟΝΟΜΙΚΩΝ ΣΥΝΟΜΙΛΙΩΝ xyxy=(606,220,961,250)
article-body: Ἡ Ἀγροτικὴ Τράπεζα ἀνεκοίνωσεν ὅτι διαθέτει ἐπαρκῆ ἀποθέματα ὀρύζης διὰ τὴν κάλυψιν τῶν ἀναγκῶν τῆς ἐσωτερικῆς ἀγορᾶς μέχρι τῆς νέας ἐσοδείας. xyxy=(10,771,397,792)
lottery-row xyxy=(779,1189,962,1200)
lottery-number: 39092 xyxy=(827,1221,853,1232)
article-algeria xyxy=(1168,482,1558,616)
headline: ΑΝΗΛΘΟΝ ΑΙ ΕΙΣΠΡΑΞΕΙΣ ΣΥΝΑΛΛΑΓΜΑΤΟΣ ΕΚ ΤΩΝ ΑΔΗΛΩΝ ΠΟΡΩΝ xyxy=(416,801,586,846)
headline: ΠΕΡΙΕΧΕΙ ΑΖΩΤΟΝ Η ΑΤΜΟΣΦΑΙΡΑ Η ΠΕΡΙΒΑΛΛΟΥΣΑ ΤΗΝ ΑΦΡΟΔΙΤΗΝ ΩΣ ΑΠΕΚΑΛΥΨΕ ΡΩΣΣΟΣ ΕΠΙΣΤΗΜΩΝ xyxy=(1172,358,1554,408)
article-khrushchev xyxy=(1168,10,1558,342)
article-body: ΟΥΑΣΙΓΚΤΩΝ, 13. (Ἀσ. Πρές). — Διὰ λόγους οἰκονομίας αἱ ἀμερικανικαὶ πρεσβεῖαι εἰς τὸ ἐξωτερικὸν θὰ προσφέρουν κατὰ τὰς δεξιώσεις των ἀντὶ οἰνοπνευματωδῶν ποτῶν μόνον λεμονάδαν. Ἡ ἀπόφασις αὕτη προεκάλεσεν ἐπικρίσεις εἰς τὴν Βουλὴν τῶν Ἀντιπροσώπων. xyxy=(10,942,397,973)
article-body: ΟΥΑΣΙΓΚΤΩΝ, 13. (Ἀσοσ. Πρές). — Τὸ περιοδικὸν «Ἀμερικανικὰ Νέα καὶ Παγκόσμιος Ἐπιθεώρησις» γράφει ὅτι ὁ Πρόεδρος Κρούστσεφ ἀπεγοητεύθη ἀπὸ τὴν σταθερὰν στάσιν τοῦ Προέδρου Κέννεντυ εἰς τὰ διεθνῆ ζητήματα. Ὁ σοβιετικὸς ἡγέτης, κατὰ τὸ περιοδικόν, ἤλπιζεν ὅτι θὰ διεπίστωνεν εὔκολον ὑποχωρητικότητα ἐκ μέρους τῆς νέας ἀμερικανικῆς κυβερνήσεως, ἰδιαιτέρως ὡς πρὸς τὸ ζήτημα τοῦ Βερολίνου καὶ τοῦ ἀφοπλισμοῦ. xyxy=(1168,156,1558,208)
lottery-number: 28820 xyxy=(782,1210,808,1221)
lottery-number: 807 xyxy=(827,1167,843,1178)
subheadline: Ἤλπιζεν ὅτι θὰ διεπίστωνεν xyxy=(1233,99,1494,120)
article-polichni xyxy=(974,673,1156,764)
article-menderes xyxy=(409,682,593,788)
lottery-row xyxy=(779,1243,962,1253)
subheadline: ΥΠΑΡΧΟΥΝ ΟΥΣΙΩΔΕΙΣ ΑΓΕΦΥΡΩΤΟΙ ΔΙΑΦΟΡΑΙ xyxy=(630,252,937,268)
headline: Η ΔΥΤΙΚΗ ΓΕΡΜΑΝΙΑ ΘΑ ΠΑΡΑΚΟΛΟΥΘΗΣΗ ΤΗΝ ΔΙΚΗΝ ΑΙΧΜΑΝ xyxy=(422,376,579,421)
headline: ΟΙ ΕΜΠΟΡΟΙ ΠΕΙΡΑΙΩΣ ΖΗΤΟΥΝ ΑΜΕΣΟΝ ΕΞΕΤΑΣΙΝ ΤΩΝ ΕΚΚΡΕΜΟΥΝΤΩΝ ΖΗΤΗΜΑΤΩΝ ΤΗΣ ΚΛΑΔΟΥ ΤΩΝ xyxy=(1181,848,1545,878)
article-body: ΟΥΑΣΙΓΚΤΩΝ, 13. (Ἀσ. Πρές). — Αἱ Ἡνωμέναι Πολιτεῖαι ἐπανέλαβον τὴν διαβεβαίωσιν ὅτι θὰ ὑπερασπίσουν τὸ Δυτικὸν Βερολῖνον δι᾽ ὅλων τῶν μέσων τὰ ὁποῖα ἔχουν εἰς τὴν διάθεσίν των, ἐν περιπτώσει ἀπειλῆς κατὰ τῆς ἐλευθερίας του. xyxy=(1168,685,1558,716)
article-martis xyxy=(974,136,1156,253)
headline: Ο ΜΕΝΤΕΡΕΣ ΔΕΝ ΕΞΗΤΗΣΕΝ ΕΓΓΡΑΦΑ ΑΓΓΛΙΑΣ ΠΡΟΣ ΥΠΕΡΑΣΠΙΣΙΝ ΤΟΥ xyxy=(432,685,569,745)
headline: ΜΙΚΡΟΣΚΟΠΙΚΟΝ ΡΑΔΙΟΦΩΝΟΝ ΕΝΤΟΣ ΣΚΕΛΕΤΟΥ ΟΜΜΑΤΟ-Υ-ΑΛΙΩΝ xyxy=(425,138,576,198)
article-body: ΟΥΑΣΙΓΚΤΩΝ, 13. (Ρώυτερ). — Ἡ Ἀεροπορία τῶν Ἡνωμένων Πολιτειῶν παρήγγειλεν ἑκατὸν ἀεριωθούμενα φορτηγὰ - ὁπλιταγωγά, τὸ κόστος τῶν ὁποίων ὑπολογίζεται εἰς 1.000.000.000 δολλάρια. xyxy=(409,74,593,126)
article-driver-attack xyxy=(10,318,397,647)
lottery-number: 56478 xyxy=(827,1253,853,1264)
article-body: ΑΜΒΕΡΣΑ, 13. (Ρώυτερ). — Συνελήφθησαν ἀστυνομικοὶ οἱ ὁποῖοι ἀνῆκον εἰς συμμορίαν κακοποιῶν δρῶσαν εἰς τὸν λιμένα. xyxy=(974,824,1156,856)
column-5 xyxy=(974,10,1156,2342)
headline: ΑΙ ΑΓΡΟΤΙΚΑΙ ΑΣΦΑΛΙΣΕΙΣ ΔΕΟΝ ΝΑ ΚΑΛΥΦΘΟΥΝ ΕΞ ΟΛΟΚΛΗΡΟΥ ΥΠΟ ΤΟΥ ΠΡΟ·Υ·ΠΟΛΟΓΙΣΜΟΥ ΤΟΝΙΖΟΥΝ ΟΙ ΒΟΥΛΕΥΤΑΙ ΤΗΣ ΑΝΤΙΠΟΛΙΤΕΥΣΕΩΣ xyxy=(1172,1013,1554,1064)
lottery-number: 54757 xyxy=(782,1253,808,1264)
subheadline: ΘΑ ΓΙΝΗ ΕΠΕΜΒΑΣΙΣ ΔΙΑ ΚΑΙΣΑΡΙΚΗΣ ΤΟΜΗΣ xyxy=(1003,297,1128,321)
section-title: ΚΑΙ ΜΙΑ ΕΠΙΧΕΙΡΗΣΙΣ xyxy=(150,757,257,769)
article-body: ΤΣΟΝΤΡΕΛ ΜΠΑΝΚ, 13. (Ἀσ. Πρές). — Ὁ βρεταννὸς ἀστρονόμος διευθυντὴς τοῦ ἀστεροσκοπείου δηλοῖ ὅτι ἡ ἐπαφὴ μὲ τὸν σοβιετικὸν σταθμὸν ἀπεδείχθη. xyxy=(1168,449,1558,469)
subheadline: 7 νεκροὶ καὶ 100 τραυματίαι xyxy=(654,134,913,155)
lottery-number: 9727 xyxy=(919,1178,940,1189)
lottery-number: 23357 xyxy=(827,1200,853,1210)
lottery-number: 19230 xyxy=(782,1200,808,1210)
article-body: ΛΟΝΔΙΝΟΝ, 13. (Ρώυτερ). — Κυκλοφορεῖ σήμερον νέα μετάφρασις τῆς Καινῆς Διαθήκης εἰς ἁπλῆν σύγχρονον ἀγγλικὴν γλῶσσαν, ἡ ὁποία ἀπῄτησε δεκατετραετῆ ἐργασίαν ὁμάδος θεολόγων καὶ φιλολόγων. Ἡ ἔκδοσις θὰ κυκλοφορήσῃ εἰς ἑκατοντάδας χιλιάδων ἀντιτύπων. xyxy=(409,302,593,365)
article-body: Ἡ Ὁμοσπονδία τῶν Γεωργικῶν Συνεταιρισμῶν διεμαρτυρήθη ἐντόνως διὰ τὴν σχεδιαζομένην εἰσαγωγὴν ὀρύζης ἐκ τῶν Ἡνωμένων Πολιτειῶν, ἡ ὁποία θὰ ἐπιφέρῃ σοβαρὰν ζημίαν εἰς τοὺς Ἕλληνας παραγωγούς. Ἡ Ὁμοσπονδία θὰ ἀποστείλῃ τηλεγράφημα πρὸς τὸν Πρόεδρον Κέννεντυ ζητοῦσα νὰ μὴ ἐφαρμοσθῇ τὸ πρόγραμμα. xyxy=(10,711,397,754)
article-body: ΧΟΛΛΥΓΟΥΝΤ, 13. (Ρώυτερ). — Ἡ χήρα τοῦ ἀειμνήστου ἠθοποιοῦ Κλάρκ Γκαίημπλ ἀναμένει τέκνον. Οἱ ἰατροὶ ἀπεφάσισαν νὰ γίνῃ ἐπέμβασις διὰ καισαρικῆς τομῆς. xyxy=(974,323,1156,366)
article-body: ΑΘΗΝΑΙ, 13. — Ἀφικνεῖται αὔριον εἰς Ἀθήνας ἐκπρόσωπος τῆς δυτικογερμανικῆς κυβερνήσεως πρὸς διεξαγωγὴν συνομιλιῶν ἐπὶ τῶν ἐκκρεμούντων οἰκονομικῶν ζητημάτων μεταξὺ τῶν δύο χωρῶν. Ὡς ἐπληροφορήθημεν, ὑπάρχουν οὐσιώδεις διαφοραὶ ἐπὶ τοῦ ὕψους τῶν πιστώσεων καὶ ἐπὶ τοῦ τρόπου ἐξοφλήσεως αὐτῶν. xyxy=(605,270,962,312)
article-lord-home xyxy=(974,466,1156,563)
headline: ΣΩΦΕΡ ΕΠΕΤΕΘΗ ΥΠΟ ΤΗΝ ΑΠΕΙΛΗΝ ΜΑΧΑΙΡΑΣ ΚΑΙ ΕΠΕΧΕΙΡΗΣΕ ΝΑ ΒΙΑΣΗ ΕΙΚΟΣΙΤΡΙΕΤΙΔΑ ΕΝΩ ΜΕΤΕΦΕΡΕΝ ΑΥΤΗΝ ΕΙΣ ΤΗΝ ΟΙΚΙΑΝ ΤΗΣ xyxy=(27,319,379,368)
lottery-number: 42483 xyxy=(873,1232,899,1243)
